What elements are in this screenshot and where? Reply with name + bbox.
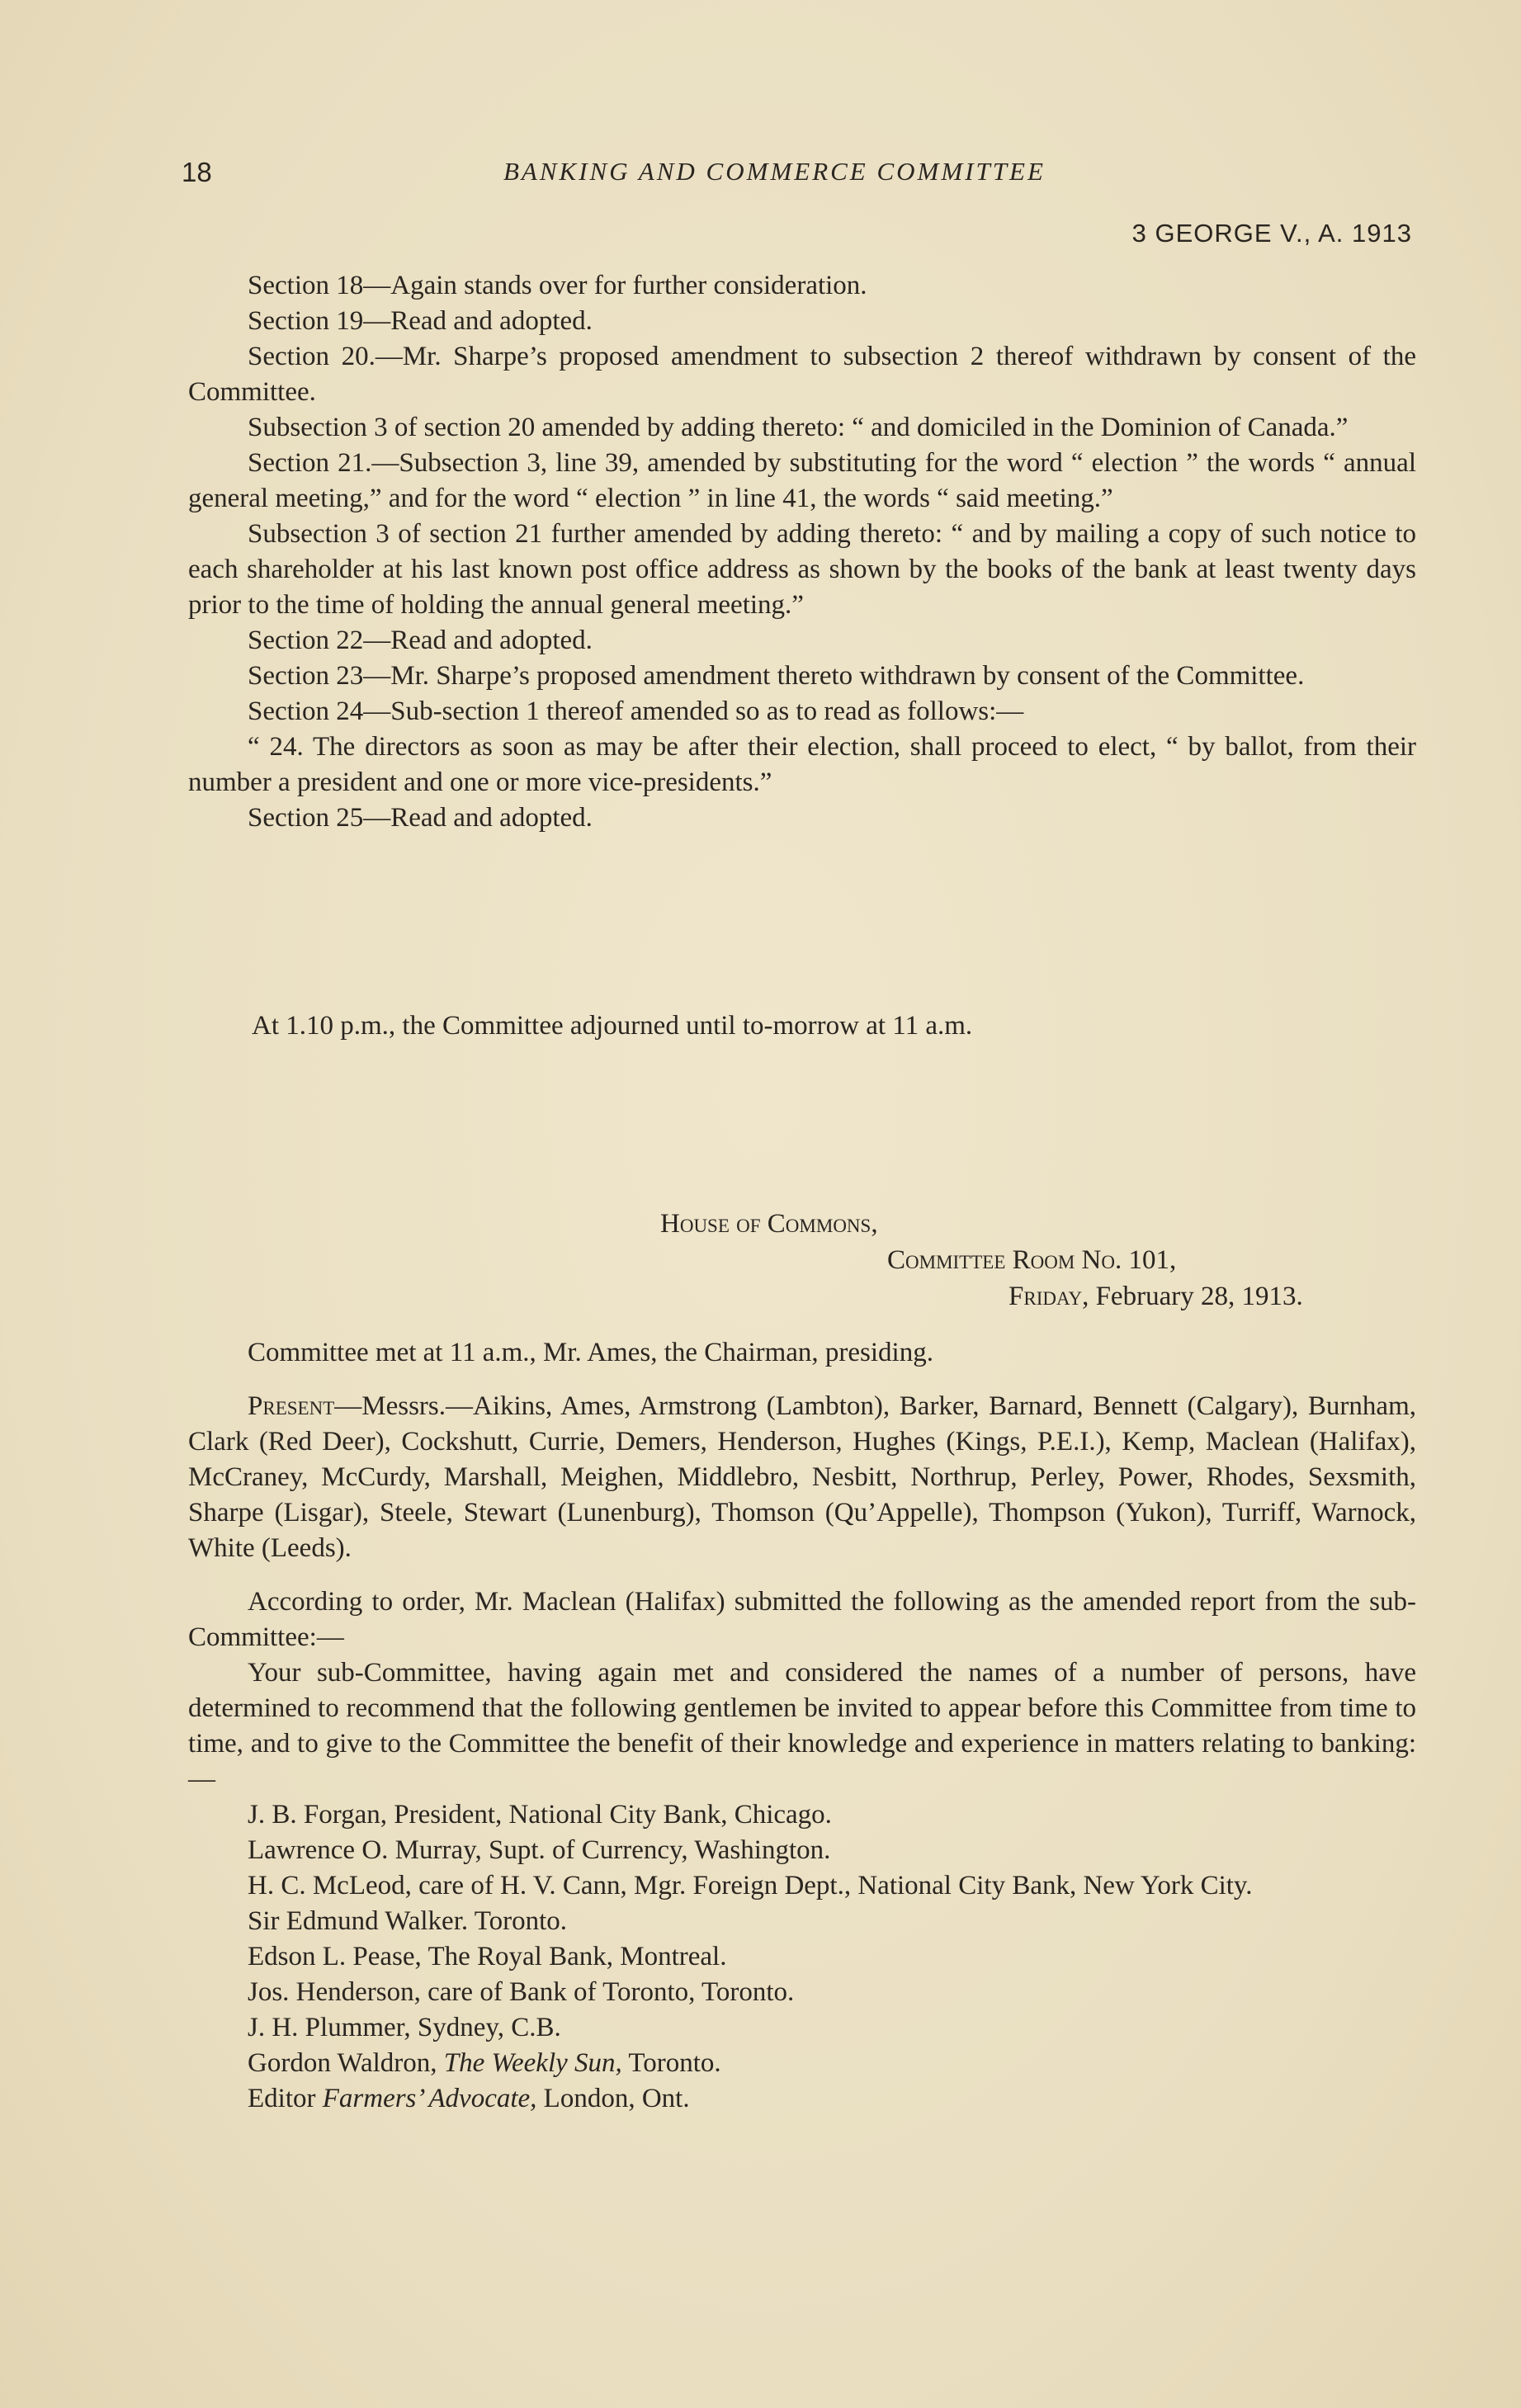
invitee-item: J. H. Plummer, Sydney, C.B. bbox=[248, 2013, 561, 2042]
session-reference: 3 GEORGE V., A. 1913 bbox=[1131, 219, 1412, 248]
paragraph: “ 24. The directors as soon as may be after their election, shall proceed to elect, “ by ballot, from their number a president and one or more vice-presidents.” bbox=[188, 732, 1416, 797]
meeting-place-line-1: House of Commons, bbox=[660, 1209, 878, 1239]
present-paragraph bbox=[188, 1389, 1416, 1566]
adjournment-note: At 1.10 p.m., the Committee adjourned until to-morrow at 11 a.m. bbox=[252, 1011, 973, 1041]
invitee-item-editor bbox=[188, 2081, 1416, 2117]
invitee-city: Toronto. bbox=[628, 2048, 721, 2078]
meeting-date-line bbox=[1008, 1279, 1303, 1315]
invitee-item: Edson L. Pease, The Royal Bank, Montreal. bbox=[248, 1942, 727, 1971]
paragraph: Section 20.—Mr. Sharpe’s proposed amendment to subsection 2 thereof withdrawn by consent of the Committee. bbox=[188, 342, 1416, 407]
proceedings-part-2 bbox=[188, 1335, 1416, 2117]
opening-paragraph: Committee met at 11 a.m., Mr. Ames, the Chairman, presiding. bbox=[248, 1338, 933, 1367]
paragraph: Section 19—Read and adopted. bbox=[248, 306, 593, 336]
invitee-item: Sir Edmund Walker. Toronto. bbox=[248, 1906, 568, 1936]
invitee-name: Editor bbox=[248, 2084, 316, 2113]
invitee-item: Lawrence O. Murray, Supt. of Currency, Washington. bbox=[248, 1835, 831, 1865]
invitee-item: Jos. Henderson, care of Bank of Toronto, Toronto. bbox=[248, 1977, 795, 2007]
invitee-name: Gordon Waldron, bbox=[248, 2048, 437, 2078]
paragraph: Section 24—Sub-section 1 thereof amended so as to read as follows:— bbox=[248, 696, 1024, 726]
page-number: 18 bbox=[182, 157, 212, 187]
newspaper-title: Farmers’ Advocate, bbox=[322, 2084, 537, 2113]
invitee-item: J. B. Forgan, President, National City Bank, Chicago. bbox=[248, 1800, 832, 1830]
paragraph: Section 22—Read and adopted. bbox=[248, 626, 593, 655]
present-label: Present bbox=[248, 1391, 335, 1421]
meeting-day: Friday, bbox=[1008, 1282, 1089, 1311]
newspaper-title: The Weekly Sun, bbox=[443, 2048, 622, 2078]
running-title: BANKING AND COMMERCE COMMITTEE bbox=[503, 157, 1046, 186]
paragraph: Subsection 3 of section 21 further amended by adding thereto: “ and by mailing a copy of such notice to each shareholder at his last known post office address as shown by the books of the bank at least twenty days prior to the time of holding the annual general meeting.” bbox=[188, 519, 1416, 620]
paragraph: Section 18—Again stands over for further consideration. bbox=[248, 271, 867, 300]
paragraph: Section 23—Mr. Sharpe’s proposed amendment thereto withdrawn by consent of the Committee. bbox=[248, 661, 1305, 691]
meeting-date: February 28, 1913. bbox=[1095, 1282, 1303, 1311]
order-paragraph: According to order, Mr. Maclean (Halifax) submitted the following as the amended report from the sub-Committee:— bbox=[188, 1587, 1416, 1652]
present-members: —Messrs.—Aikins, Ames, Armstrong (Lambton), Barker, Barnard, Bennett (Calgary), Burnham, Clark (Red Deer), Cockshutt, Currie, Demers, Henderson, Hughes (Kings, P.E.I.), Kemp, Maclean (Halifax), McCraney, McCurdy, Marshall, Meighen, Middlebro, Nesbitt, Northrup, Perley, Power, Rhodes, Sexsmith, Sharpe (Lisgar), Steele, Stewart (Lunenburg), Thomson (Qu’Appelle), Thompson (Yukon), Turriff, Warnock, White (Leeds). bbox=[188, 1391, 1416, 1563]
report-paragraph: Your sub-Committee, having again met and considered the names of a number of persons, have determined to recommend that the following gentlemen be invited to appear before this Committee from time to time, and to give to the Committee the benefit of their knowledge and experience in matters relating to banking:— bbox=[188, 1658, 1416, 1794]
invitee-item-waldron bbox=[188, 2046, 1416, 2081]
invitee-city: London, Ont. bbox=[543, 2084, 690, 2113]
invitee-item: H. C. McLeod, care of H. V. Cann, Mgr. Foreign Dept., National City Bank, New York City. bbox=[248, 1871, 1253, 1900]
paragraph: Subsection 3 of section 20 amended by adding thereto: “ and domiciled in the Dominion of Canada.” bbox=[248, 413, 1349, 442]
paragraph: Section 21.—Subsection 3, line 39, amended by substituting for the word “ election ” the words “ annual general meeting,” and for the word “ election ” in line 41, the words “ said meeting.” bbox=[188, 448, 1416, 513]
page-header bbox=[182, 157, 1419, 193]
paragraph: Section 25—Read and adopted. bbox=[248, 803, 593, 833]
meeting-place-line-2: Committee Room No. 101, bbox=[887, 1245, 1177, 1275]
proceedings-part-1 bbox=[188, 268, 1416, 836]
